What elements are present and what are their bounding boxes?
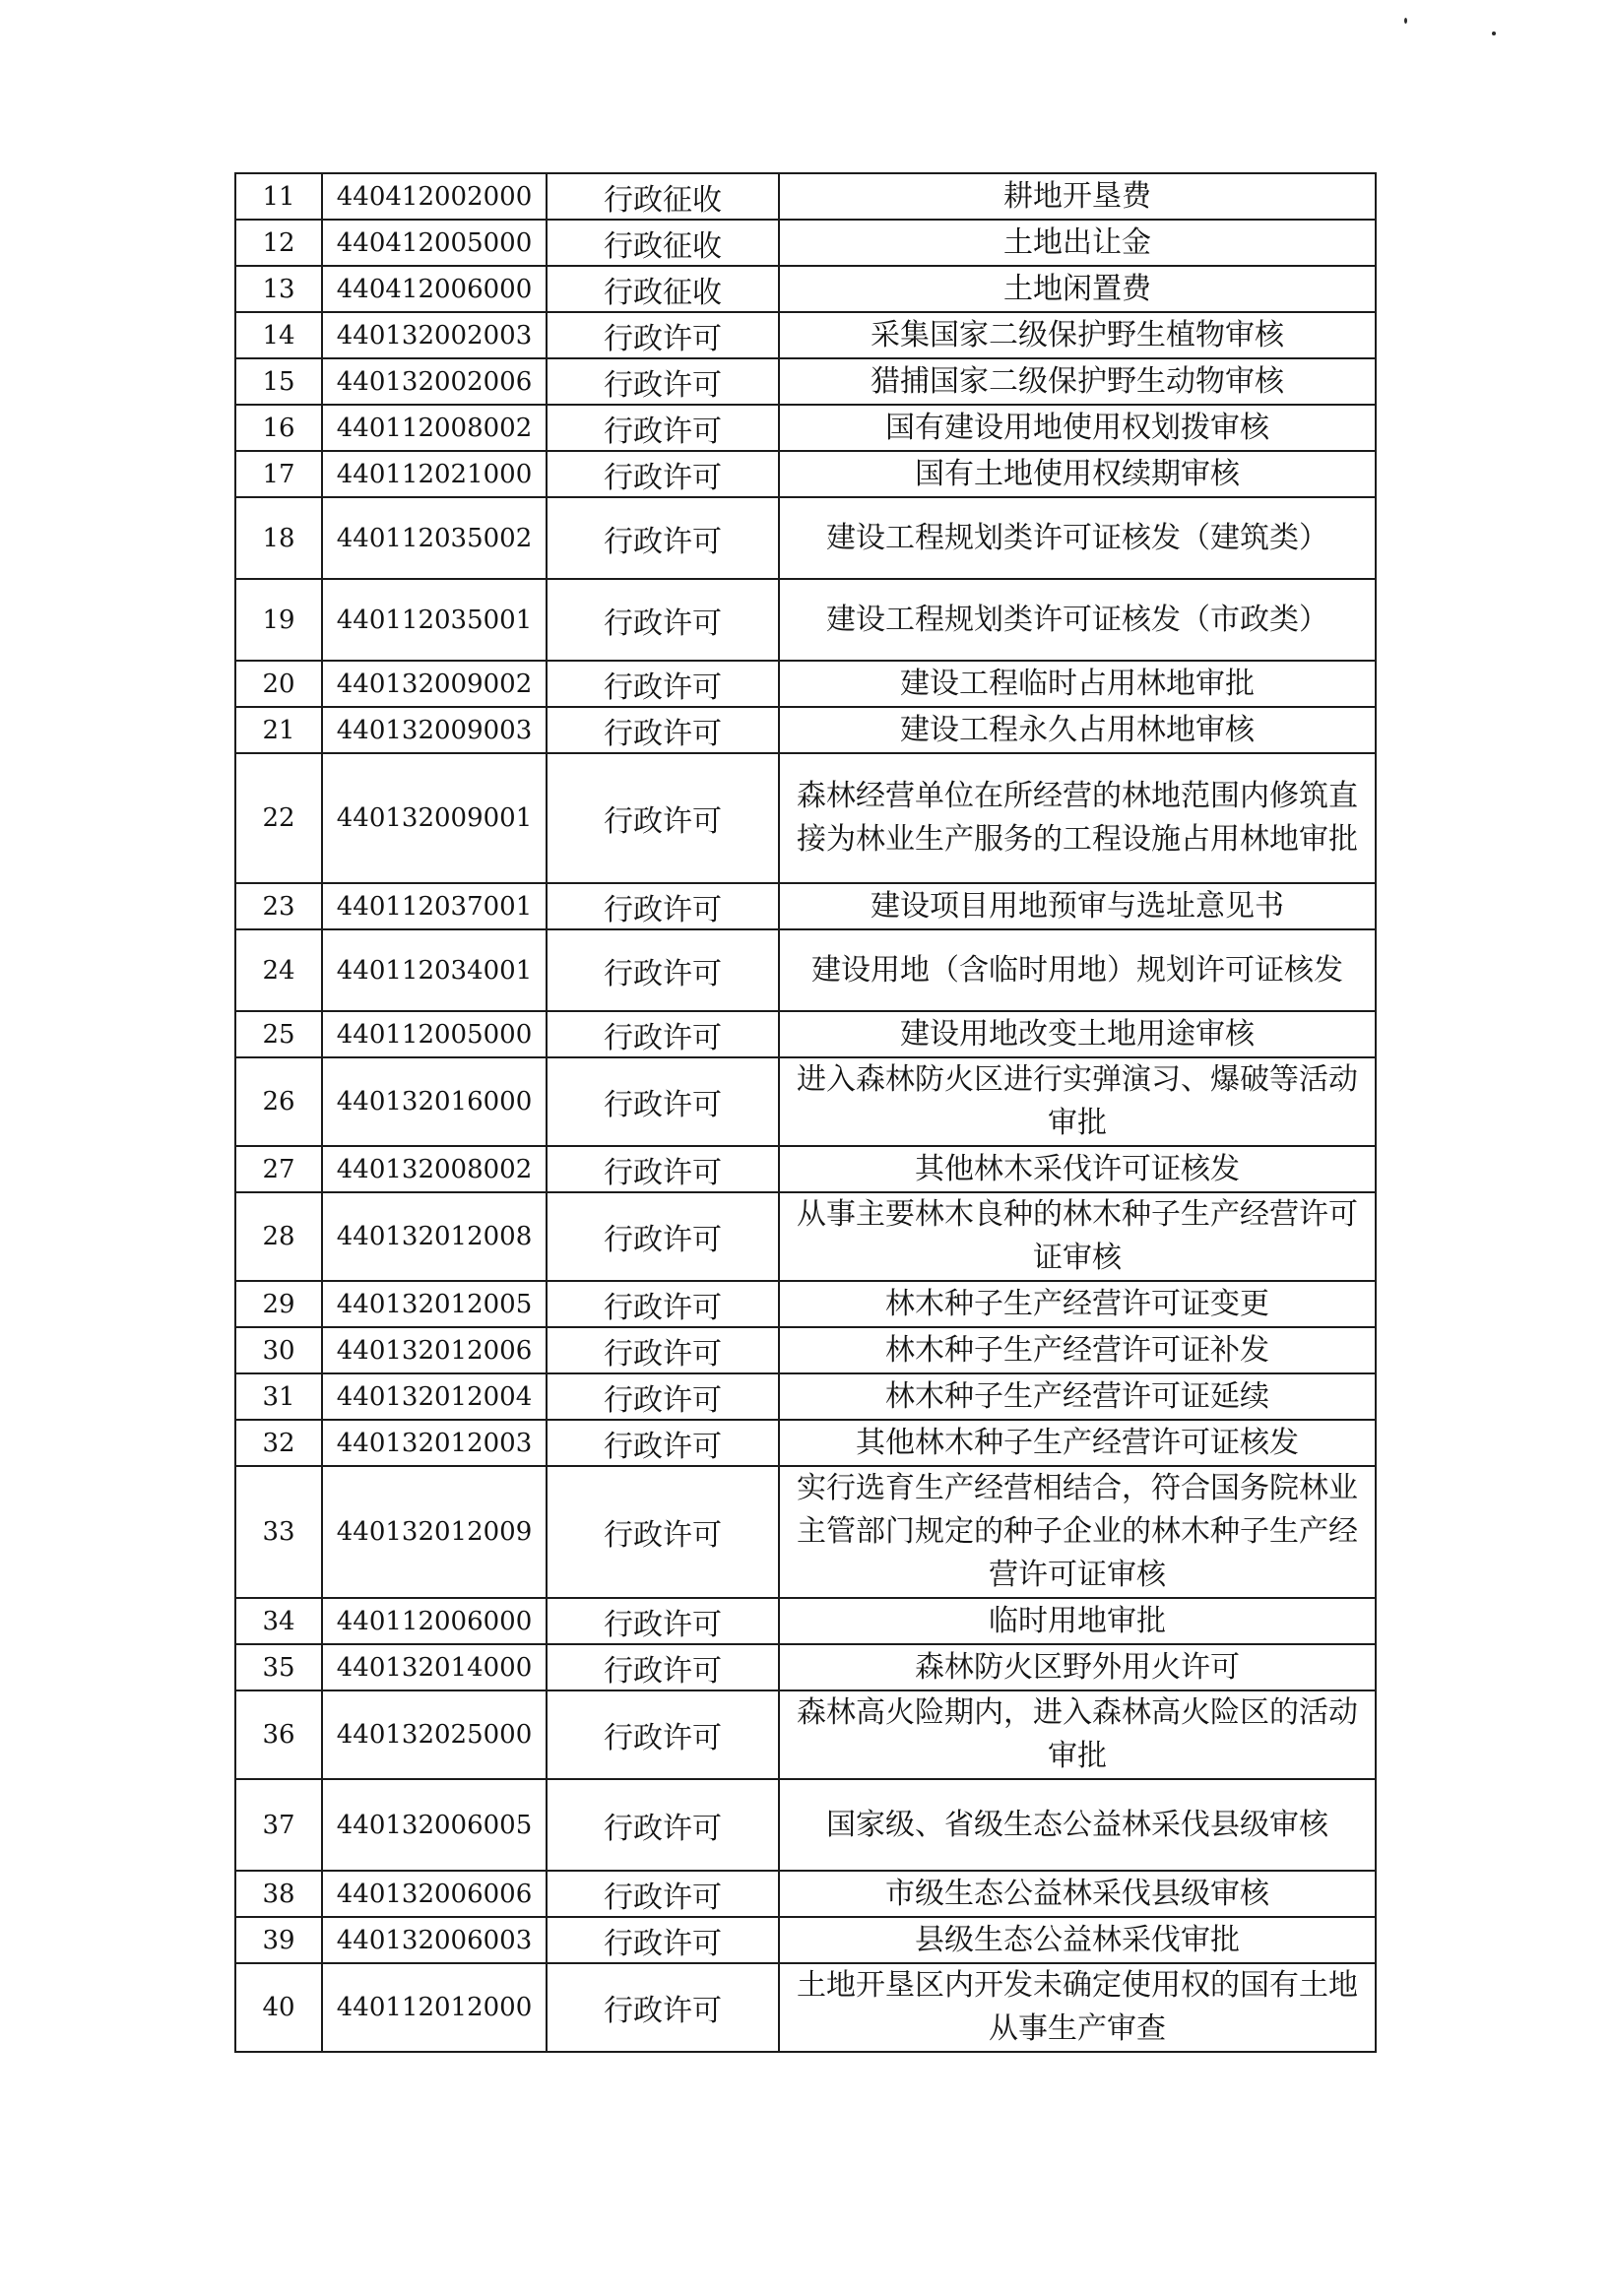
- item-code: 440132009001: [322, 753, 547, 883]
- item-type: 行政许可: [547, 451, 779, 497]
- item-type: 行政许可: [547, 1281, 779, 1327]
- table-row: [235, 707, 1376, 753]
- item-code: 440112034001: [322, 929, 547, 1011]
- table-row: [235, 173, 1376, 220]
- item-code: 440132006006: [322, 1871, 547, 1917]
- item-name: 土地开垦区内开发未确定使用权的国有土地从事生产审查: [779, 1963, 1376, 2052]
- row-number: 19: [235, 579, 322, 661]
- item-type: 行政许可: [547, 1057, 779, 1146]
- row-number: 17: [235, 451, 322, 497]
- item-name: 森林高火险期内，进入森林高火险区的活动审批: [779, 1690, 1376, 1779]
- item-name: 土地闲置费: [779, 266, 1376, 312]
- items-table: [234, 172, 1377, 2053]
- item-name: 采集国家二级保护野生植物审核: [779, 312, 1376, 358]
- item-name: 猎捕国家二级保护野生动物审核: [779, 358, 1376, 405]
- scan-speck: [1404, 18, 1407, 24]
- item-code: 440112005000: [322, 1011, 547, 1057]
- row-number: 25: [235, 1011, 322, 1057]
- item-code: 440112008002: [322, 405, 547, 451]
- row-number: 14: [235, 312, 322, 358]
- item-type: 行政许可: [547, 707, 779, 753]
- item-code: 440132009003: [322, 707, 547, 753]
- item-type: 行政许可: [547, 1146, 779, 1192]
- item-type: 行政许可: [547, 883, 779, 929]
- row-number: 15: [235, 358, 322, 405]
- row-number: 32: [235, 1420, 322, 1466]
- item-code: 440132009002: [322, 661, 547, 707]
- row-number: 40: [235, 1963, 322, 2052]
- table-row: [235, 1373, 1376, 1420]
- table-row: [235, 405, 1376, 451]
- table-row: [235, 266, 1376, 312]
- item-name: 进入森林防火区进行实弹演习、爆破等活动审批: [779, 1057, 1376, 1146]
- item-code: 440112021000: [322, 451, 547, 497]
- item-code: 440412002000: [322, 173, 547, 220]
- item-name: 森林经营单位在所经营的林地范围内修筑直接为林业生产服务的工程设施占用林地审批: [779, 753, 1376, 883]
- row-number: 31: [235, 1373, 322, 1420]
- item-type: 行政许可: [547, 497, 779, 579]
- table-row: [235, 883, 1376, 929]
- row-number: 16: [235, 405, 322, 451]
- table-row: [235, 312, 1376, 358]
- row-number: 34: [235, 1598, 322, 1644]
- item-code: 440132008002: [322, 1146, 547, 1192]
- item-name: 其他林木采伐许可证核发: [779, 1146, 1376, 1192]
- item-code: 440112035001: [322, 579, 547, 661]
- table-row: [235, 1963, 1376, 2052]
- row-number: 35: [235, 1644, 322, 1690]
- item-code: 440112012000: [322, 1963, 547, 2052]
- row-number: 39: [235, 1917, 322, 1963]
- item-name: 土地出让金: [779, 220, 1376, 266]
- table-row: [235, 1146, 1376, 1192]
- table-row: [235, 579, 1376, 661]
- item-name: 建设项目用地预审与选址意见书: [779, 883, 1376, 929]
- row-number: 11: [235, 173, 322, 220]
- item-name: 国有建设用地使用权划拨审核: [779, 405, 1376, 451]
- item-code: 440132012005: [322, 1281, 547, 1327]
- item-name: 县级生态公益林采伐审批: [779, 1917, 1376, 1963]
- item-name: 建设工程永久占用林地审核: [779, 707, 1376, 753]
- item-type: 行政许可: [547, 1011, 779, 1057]
- item-code: 440132012004: [322, 1373, 547, 1420]
- table-row: [235, 1466, 1376, 1598]
- item-name: 建设工程临时占用林地审批: [779, 661, 1376, 707]
- item-code: 440132012003: [322, 1420, 547, 1466]
- table-row: [235, 358, 1376, 405]
- item-type: 行政许可: [547, 312, 779, 358]
- item-type: 行政征收: [547, 266, 779, 312]
- item-code: 440132002003: [322, 312, 547, 358]
- item-name: 森林防火区野外用火许可: [779, 1644, 1376, 1690]
- item-type: 行政许可: [547, 1598, 779, 1644]
- item-code: 440132014000: [322, 1644, 547, 1690]
- item-type: 行政许可: [547, 579, 779, 661]
- row-number: 38: [235, 1871, 322, 1917]
- item-code: 440132002006: [322, 358, 547, 405]
- table-row: [235, 497, 1376, 579]
- table-row: [235, 1690, 1376, 1779]
- item-name: 耕地开垦费: [779, 173, 1376, 220]
- item-name: 实行选育生产经营相结合，符合国务院林业主管部门规定的种子企业的林木种子生产经营许可证审核: [779, 1466, 1376, 1598]
- item-name: 国有土地使用权续期审核: [779, 451, 1376, 497]
- item-type: 行政许可: [547, 1373, 779, 1420]
- item-name: 建设工程规划类许可证核发（市政类）: [779, 579, 1376, 661]
- item-type: 行政许可: [547, 1644, 779, 1690]
- table-row: [235, 1281, 1376, 1327]
- item-type: 行政许可: [547, 1690, 779, 1779]
- item-name: 建设工程规划类许可证核发（建筑类）: [779, 497, 1376, 579]
- table-row: [235, 451, 1376, 497]
- item-code: 440132016000: [322, 1057, 547, 1146]
- item-type: 行政许可: [547, 358, 779, 405]
- table-row: [235, 661, 1376, 707]
- table-row: [235, 1327, 1376, 1373]
- row-number: 27: [235, 1146, 322, 1192]
- item-code: 440412005000: [322, 220, 547, 266]
- row-number: 12: [235, 220, 322, 266]
- item-type: 行政许可: [547, 661, 779, 707]
- item-code: 440412006000: [322, 266, 547, 312]
- item-type: 行政许可: [547, 405, 779, 451]
- row-number: 26: [235, 1057, 322, 1146]
- item-code: 440132025000: [322, 1690, 547, 1779]
- item-name: 市级生态公益林采伐县级审核: [779, 1871, 1376, 1917]
- row-number: 36: [235, 1690, 322, 1779]
- row-number: 29: [235, 1281, 322, 1327]
- item-type: 行政许可: [547, 1466, 779, 1598]
- table-row: [235, 753, 1376, 883]
- table-row: [235, 1011, 1376, 1057]
- item-code: 440112006000: [322, 1598, 547, 1644]
- table-row: [235, 1192, 1376, 1281]
- item-type: 行政许可: [547, 929, 779, 1011]
- item-code: 440132012006: [322, 1327, 547, 1373]
- row-number: 30: [235, 1327, 322, 1373]
- table-row: [235, 220, 1376, 266]
- table-row: [235, 1871, 1376, 1917]
- item-type: 行政许可: [547, 1779, 779, 1871]
- table-row: [235, 1779, 1376, 1871]
- item-name: 建设用地改变土地用途审核: [779, 1011, 1376, 1057]
- row-number: 13: [235, 266, 322, 312]
- table-row: [235, 1598, 1376, 1644]
- item-name: 国家级、省级生态公益林采伐县级审核: [779, 1779, 1376, 1871]
- item-type: 行政许可: [547, 1917, 779, 1963]
- item-name: 其他林木种子生产经营许可证核发: [779, 1420, 1376, 1466]
- row-number: 18: [235, 497, 322, 579]
- table-row: [235, 929, 1376, 1011]
- row-number: 21: [235, 707, 322, 753]
- table-row: [235, 1644, 1376, 1690]
- item-code: 440132012008: [322, 1192, 547, 1281]
- item-name: 临时用地审批: [779, 1598, 1376, 1644]
- item-name: 林木种子生产经营许可证延续: [779, 1373, 1376, 1420]
- item-name: 建设用地（含临时用地）规划许可证核发: [779, 929, 1376, 1011]
- item-type: 行政许可: [547, 1192, 779, 1281]
- row-number: 22: [235, 753, 322, 883]
- row-number: 23: [235, 883, 322, 929]
- item-name: 林木种子生产经营许可证变更: [779, 1281, 1376, 1327]
- item-type: 行政征收: [547, 220, 779, 266]
- row-number: 24: [235, 929, 322, 1011]
- row-number: 37: [235, 1779, 322, 1871]
- row-number: 28: [235, 1192, 322, 1281]
- scan-speck: [1492, 32, 1496, 35]
- item-type: 行政许可: [547, 1327, 779, 1373]
- table-row: [235, 1057, 1376, 1146]
- table-row: [235, 1420, 1376, 1466]
- item-type: 行政许可: [547, 1420, 779, 1466]
- row-number: 33: [235, 1466, 322, 1598]
- item-code: 440132006003: [322, 1917, 547, 1963]
- item-code: 440132006005: [322, 1779, 547, 1871]
- item-code: 440132012009: [322, 1466, 547, 1598]
- item-type: 行政许可: [547, 753, 779, 883]
- table-row: [235, 1917, 1376, 1963]
- item-type: 行政许可: [547, 1871, 779, 1917]
- item-code: 440112037001: [322, 883, 547, 929]
- item-type: 行政征收: [547, 173, 779, 220]
- row-number: 20: [235, 661, 322, 707]
- item-name: 林木种子生产经营许可证补发: [779, 1327, 1376, 1373]
- item-name: 从事主要林木良种的林木种子生产经营许可证审核: [779, 1192, 1376, 1281]
- item-code: 440112035002: [322, 497, 547, 579]
- item-type: 行政许可: [547, 1963, 779, 2052]
